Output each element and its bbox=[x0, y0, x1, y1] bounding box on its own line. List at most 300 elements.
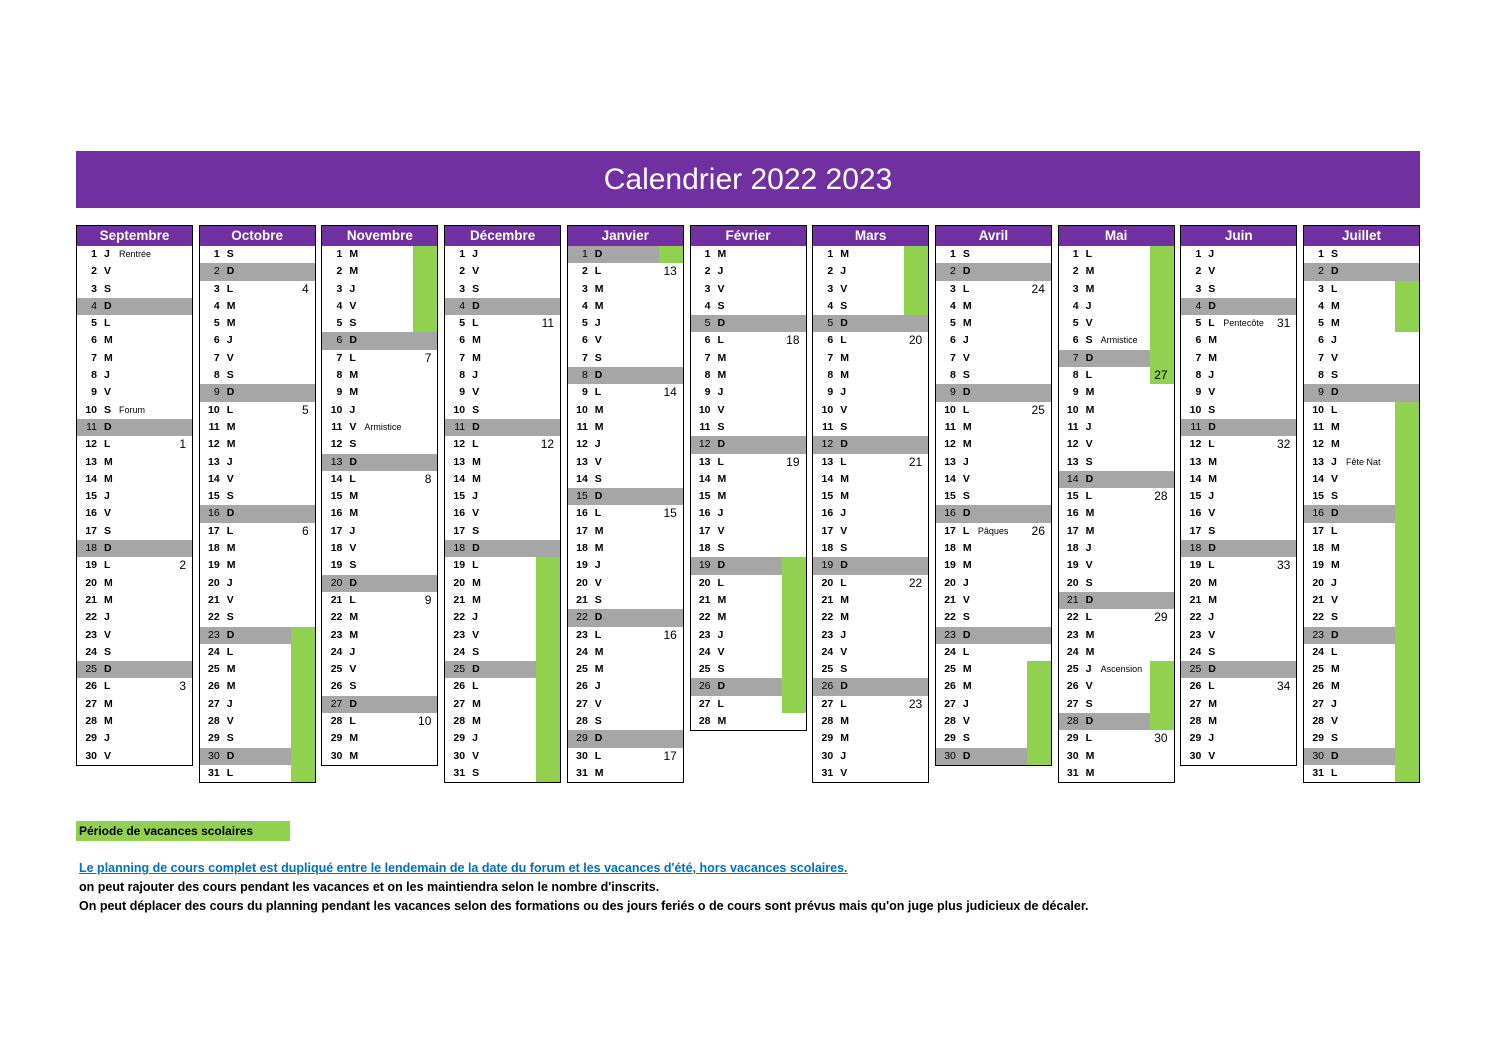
month-column-juillet bbox=[1303, 225, 1420, 783]
day-number: 28 bbox=[330, 715, 343, 728]
holiday-marker bbox=[291, 696, 315, 713]
day-number: 19 bbox=[1312, 559, 1324, 572]
day-row bbox=[445, 488, 560, 505]
day-row bbox=[322, 540, 437, 557]
day-number: 3 bbox=[950, 282, 956, 295]
holiday-marker bbox=[291, 765, 315, 782]
day-row bbox=[1181, 384, 1296, 401]
day-number: 23 bbox=[576, 628, 588, 641]
day-number: 17 bbox=[330, 524, 343, 537]
day-number: 11 bbox=[208, 420, 220, 433]
day-row bbox=[77, 488, 192, 505]
day-number: 15 bbox=[208, 490, 220, 503]
holiday-marker bbox=[1027, 748, 1051, 765]
day-letter: S bbox=[349, 680, 357, 693]
holiday-marker bbox=[904, 246, 928, 263]
day-row bbox=[200, 263, 315, 280]
day-letter: M bbox=[962, 299, 972, 312]
day-letter: S bbox=[472, 645, 480, 658]
week-number: 2 bbox=[179, 558, 186, 573]
day-row bbox=[568, 505, 683, 522]
holiday-marker bbox=[1395, 627, 1419, 644]
day-number: 22 bbox=[1066, 611, 1079, 624]
day-row bbox=[1059, 246, 1174, 263]
day-row bbox=[1059, 661, 1174, 678]
day-letter: D bbox=[349, 697, 357, 710]
holiday-marker bbox=[782, 609, 806, 626]
day-letter: M bbox=[1085, 403, 1095, 416]
day-number: 27 bbox=[576, 697, 588, 710]
day-number: 10 bbox=[698, 403, 711, 416]
day-row bbox=[691, 246, 806, 263]
day-number: 6 bbox=[459, 334, 466, 347]
day-number: 27 bbox=[208, 697, 220, 710]
day-row bbox=[200, 678, 315, 695]
holiday-marker bbox=[536, 696, 560, 713]
day-letter: D bbox=[226, 386, 235, 399]
day-row bbox=[322, 454, 437, 471]
day-number: 5 bbox=[213, 317, 220, 330]
holiday-marker bbox=[291, 713, 315, 730]
holiday-marker bbox=[1150, 332, 1174, 349]
day-row bbox=[322, 298, 437, 315]
day-letter: V bbox=[1331, 593, 1339, 606]
day-number: 1 bbox=[1318, 248, 1324, 260]
day-number: 18 bbox=[330, 542, 343, 555]
day-letter: D bbox=[1208, 542, 1216, 555]
holiday-marker bbox=[782, 661, 806, 678]
day-number: 26 bbox=[944, 680, 956, 693]
holiday-marker bbox=[1150, 678, 1174, 695]
day-letter: J bbox=[1085, 663, 1092, 676]
day-row bbox=[445, 367, 560, 384]
day-row bbox=[1059, 402, 1174, 419]
day-letter: M bbox=[1331, 317, 1340, 330]
day-row bbox=[322, 575, 437, 592]
day-number: 18 bbox=[453, 542, 466, 555]
day-number: 5 bbox=[950, 317, 956, 330]
day-number: 9 bbox=[1195, 386, 1202, 399]
day-letter: V bbox=[962, 351, 970, 364]
day-number: 6 bbox=[704, 334, 711, 347]
day-number: 12 bbox=[85, 438, 97, 451]
day-number: 21 bbox=[453, 593, 466, 606]
day-row bbox=[1059, 350, 1174, 367]
day-row bbox=[445, 402, 560, 419]
week-number: 4 bbox=[302, 281, 309, 296]
day-number: 4 bbox=[1072, 299, 1079, 312]
day-number: 6 bbox=[1195, 334, 1202, 347]
day-row bbox=[568, 557, 683, 574]
day-letter: J bbox=[226, 576, 233, 589]
day-number: 22 bbox=[944, 611, 956, 624]
day-row bbox=[322, 748, 437, 765]
day-row bbox=[691, 298, 806, 315]
day-row bbox=[691, 332, 806, 349]
day-row bbox=[813, 730, 928, 747]
day-row bbox=[1181, 713, 1296, 730]
day-row bbox=[322, 419, 437, 436]
day-number: 13 bbox=[1189, 455, 1202, 468]
day-letter: D bbox=[962, 265, 971, 278]
day-row bbox=[691, 540, 806, 557]
day-row bbox=[568, 540, 683, 557]
day-row bbox=[568, 661, 683, 678]
day-number: 13 bbox=[1312, 455, 1324, 468]
day-row bbox=[1181, 627, 1296, 644]
day-letter: M bbox=[594, 766, 604, 779]
month-header: Octobre bbox=[200, 226, 315, 246]
day-letter: S bbox=[840, 663, 848, 676]
day-letter: V bbox=[1085, 559, 1093, 572]
day-row bbox=[936, 505, 1051, 522]
day-letter: V bbox=[962, 593, 970, 606]
day-row bbox=[77, 748, 192, 765]
day-number: 11 bbox=[454, 420, 466, 433]
day-number: 22 bbox=[330, 611, 343, 624]
day-row bbox=[1181, 367, 1296, 384]
day-row bbox=[445, 298, 560, 315]
day-row bbox=[1304, 436, 1419, 453]
day-number: 22 bbox=[698, 611, 711, 624]
day-row bbox=[568, 592, 683, 609]
holiday-marker bbox=[782, 575, 806, 592]
day-number: 8 bbox=[459, 369, 466, 382]
day-letter: L bbox=[226, 524, 234, 537]
day-letter: V bbox=[840, 524, 848, 537]
day-number: 15 bbox=[698, 490, 711, 503]
day-row bbox=[200, 488, 315, 505]
day-letter: D bbox=[1085, 715, 1094, 728]
day-letter: M bbox=[1208, 697, 1218, 710]
day-number: 28 bbox=[944, 715, 956, 728]
day-event-label: Rentrée bbox=[119, 249, 152, 259]
day-number: 20 bbox=[576, 576, 588, 589]
day-number: 11 bbox=[576, 420, 588, 433]
day-letter: M bbox=[962, 420, 972, 433]
day-number: 18 bbox=[1189, 542, 1202, 555]
day-letter: J bbox=[594, 559, 601, 572]
day-row bbox=[77, 644, 192, 661]
holiday-marker bbox=[1027, 696, 1051, 713]
day-letter: S bbox=[226, 732, 234, 745]
month-column-septembre bbox=[76, 225, 193, 766]
day-row bbox=[568, 454, 683, 471]
day-number: 19 bbox=[1066, 559, 1079, 572]
day-number: 2 bbox=[950, 265, 956, 278]
day-number: 8 bbox=[950, 369, 956, 382]
day-number: 26 bbox=[576, 680, 588, 693]
day-number: 27 bbox=[821, 697, 834, 710]
holiday-marker bbox=[536, 627, 560, 644]
day-letter: L bbox=[226, 282, 234, 295]
day-number: 9 bbox=[950, 386, 956, 399]
day-number: 6 bbox=[91, 334, 97, 347]
day-letter: M bbox=[594, 299, 604, 312]
day-letter: S bbox=[962, 248, 970, 260]
week-number: 30 bbox=[1154, 731, 1168, 746]
day-number: 21 bbox=[330, 593, 343, 606]
day-row bbox=[936, 730, 1051, 747]
day-letter: J bbox=[104, 732, 110, 745]
day-letter: M bbox=[226, 542, 236, 555]
day-letter: S bbox=[594, 593, 602, 606]
day-letter: D bbox=[717, 559, 726, 572]
day-row bbox=[936, 384, 1051, 401]
day-letter: M bbox=[1208, 593, 1218, 606]
holiday-marker bbox=[1395, 575, 1419, 592]
holiday-marker bbox=[291, 644, 315, 661]
day-letter: V bbox=[226, 472, 234, 485]
day-row bbox=[200, 575, 315, 592]
day-number: 26 bbox=[698, 680, 711, 693]
day-letter: L bbox=[349, 351, 356, 364]
day-row bbox=[813, 367, 928, 384]
day-letter: D bbox=[962, 507, 971, 520]
week-number: 15 bbox=[663, 506, 677, 521]
day-letter: L bbox=[962, 282, 970, 295]
day-number: 19 bbox=[821, 559, 834, 572]
day-row bbox=[1304, 696, 1419, 713]
week-number: 3 bbox=[179, 679, 186, 694]
day-letter: M bbox=[226, 438, 236, 451]
day-row bbox=[568, 627, 683, 644]
day-number: 21 bbox=[208, 593, 220, 606]
holiday-marker bbox=[536, 575, 560, 592]
day-letter: M bbox=[594, 663, 604, 676]
day-row bbox=[445, 471, 560, 488]
day-letter: S bbox=[962, 732, 970, 745]
day-row bbox=[1181, 281, 1296, 298]
day-row bbox=[1059, 281, 1174, 298]
day-number: 11 bbox=[1190, 420, 1202, 433]
day-letter: L bbox=[594, 265, 602, 278]
day-row bbox=[1181, 661, 1296, 678]
day-number: 21 bbox=[1189, 593, 1202, 606]
day-row bbox=[813, 332, 928, 349]
day-letter: J bbox=[962, 697, 969, 710]
day-number: 8 bbox=[1318, 369, 1324, 382]
day-number: 28 bbox=[1312, 715, 1324, 728]
day-number: 1 bbox=[704, 248, 711, 260]
day-row bbox=[691, 402, 806, 419]
day-number: 10 bbox=[453, 403, 466, 416]
day-letter: L bbox=[1331, 282, 1338, 295]
day-row bbox=[77, 367, 192, 384]
day-number: 14 bbox=[85, 472, 97, 485]
day-letter: M bbox=[717, 611, 727, 624]
day-row bbox=[77, 627, 192, 644]
day-number: 14 bbox=[453, 472, 466, 485]
day-number: 1 bbox=[1195, 248, 1202, 260]
day-letter: S bbox=[840, 420, 848, 433]
day-letter: J bbox=[962, 455, 969, 468]
day-letter: S bbox=[104, 282, 112, 295]
day-letter: L bbox=[594, 628, 602, 641]
day-row bbox=[1304, 350, 1419, 367]
day-number: 24 bbox=[698, 645, 711, 658]
day-letter: D bbox=[594, 611, 603, 624]
day-letter: V bbox=[104, 386, 112, 399]
holiday-marker bbox=[1395, 454, 1419, 471]
day-number: 2 bbox=[1195, 265, 1202, 278]
day-letter: M bbox=[1085, 628, 1095, 641]
day-number: 8 bbox=[91, 369, 97, 382]
day-row bbox=[1304, 454, 1419, 471]
day-row bbox=[200, 419, 315, 436]
day-row bbox=[568, 419, 683, 436]
month-header: Mars bbox=[813, 226, 928, 246]
day-letter: V bbox=[1085, 317, 1093, 330]
week-number: 20 bbox=[908, 333, 923, 348]
day-row bbox=[691, 315, 806, 332]
day-number: 31 bbox=[576, 766, 588, 779]
day-letter: L bbox=[1208, 317, 1215, 330]
day-letter: S bbox=[226, 248, 234, 260]
day-event-label: Fête Nat bbox=[1346, 456, 1381, 467]
day-letter: J bbox=[1208, 369, 1215, 382]
day-row bbox=[200, 696, 315, 713]
day-number: 24 bbox=[1066, 645, 1079, 658]
day-number: 15 bbox=[453, 490, 466, 503]
day-letter: J bbox=[962, 334, 969, 347]
day-row bbox=[200, 748, 315, 765]
day-number: 8 bbox=[704, 369, 711, 382]
day-number: 20 bbox=[1066, 576, 1079, 589]
day-letter: V bbox=[349, 420, 357, 433]
day-letter: J bbox=[717, 628, 724, 641]
day-letter: M bbox=[472, 334, 481, 347]
day-row bbox=[77, 609, 192, 626]
day-row bbox=[568, 315, 683, 332]
day-letter: S bbox=[717, 420, 725, 433]
holiday-marker bbox=[1150, 315, 1174, 332]
day-number: 24 bbox=[330, 645, 343, 658]
holiday-marker bbox=[782, 696, 806, 713]
day-letter: M bbox=[104, 351, 113, 364]
day-number: 13 bbox=[208, 455, 220, 468]
week-number: 18 bbox=[786, 333, 800, 348]
day-number: 16 bbox=[821, 507, 834, 520]
day-row bbox=[936, 315, 1051, 332]
day-row bbox=[77, 471, 192, 488]
day-row bbox=[813, 540, 928, 557]
day-number: 9 bbox=[336, 386, 343, 399]
day-letter: L bbox=[594, 507, 602, 520]
day-number: 11 bbox=[699, 420, 711, 433]
day-letter: V bbox=[840, 403, 848, 416]
week-number: 26 bbox=[1031, 523, 1045, 538]
day-row bbox=[691, 350, 806, 367]
day-number: 7 bbox=[459, 351, 466, 364]
day-row bbox=[568, 332, 683, 349]
day-letter: M bbox=[472, 472, 481, 485]
day-row bbox=[691, 488, 806, 505]
day-number: 16 bbox=[208, 507, 220, 520]
note-holiday-courses: on peut rajouter des cours pendant les vacances et on les maintiendra selon le nombre d'inscrits. bbox=[79, 880, 660, 894]
day-letter: J bbox=[840, 386, 847, 399]
holiday-marker bbox=[782, 644, 806, 661]
day-number: 2 bbox=[704, 265, 711, 278]
day-row bbox=[813, 644, 928, 661]
day-number: 25 bbox=[330, 663, 343, 676]
note-planning-link[interactable]: Le planning de cours complet est dupliqué entre le lendemain de la date du forum et les vacances d'été, hors vacances scolaires. bbox=[79, 861, 848, 875]
day-letter: M bbox=[104, 334, 113, 347]
day-number: 16 bbox=[453, 507, 466, 520]
day-row bbox=[1059, 557, 1174, 574]
day-row bbox=[77, 281, 192, 298]
day-number: 13 bbox=[944, 455, 956, 468]
day-number: 30 bbox=[1066, 749, 1079, 762]
day-row bbox=[322, 367, 437, 384]
day-letter: L bbox=[962, 645, 970, 658]
day-letter: M bbox=[472, 351, 481, 364]
day-row bbox=[1181, 575, 1296, 592]
day-row bbox=[1304, 661, 1419, 678]
day-letter: L bbox=[962, 524, 970, 537]
day-letter: S bbox=[349, 317, 357, 330]
day-number: 25 bbox=[453, 663, 466, 676]
day-letter: V bbox=[472, 749, 480, 762]
day-number: 29 bbox=[1066, 732, 1079, 745]
day-number: 24 bbox=[1312, 645, 1324, 658]
day-row bbox=[691, 263, 806, 280]
day-number: 16 bbox=[698, 507, 711, 520]
day-letter: L bbox=[840, 455, 847, 468]
day-letter: J bbox=[349, 524, 356, 537]
day-letter: V bbox=[472, 507, 480, 520]
day-letter: M bbox=[717, 472, 727, 485]
day-letter: L bbox=[472, 680, 479, 693]
day-row bbox=[200, 505, 315, 522]
day-letter: J bbox=[226, 697, 233, 710]
day-number: 22 bbox=[453, 611, 466, 624]
holiday-marker bbox=[1395, 471, 1419, 488]
day-letter: L bbox=[840, 697, 847, 710]
day-number: 14 bbox=[330, 472, 343, 485]
day-number: 7 bbox=[1318, 351, 1324, 364]
day-number: 27 bbox=[85, 697, 97, 710]
day-number: 17 bbox=[208, 524, 220, 537]
holiday-marker bbox=[1027, 730, 1051, 747]
day-number: 14 bbox=[821, 472, 834, 485]
day-row bbox=[322, 384, 437, 401]
day-letter: L bbox=[226, 766, 234, 779]
day-number: 19 bbox=[208, 559, 220, 572]
day-letter: D bbox=[226, 749, 235, 762]
day-letter: M bbox=[1331, 299, 1340, 312]
day-number: 31 bbox=[821, 766, 834, 779]
day-number: 6 bbox=[827, 334, 834, 347]
day-letter: D bbox=[349, 455, 357, 468]
day-number: 11 bbox=[1067, 420, 1079, 433]
holiday-marker bbox=[291, 748, 315, 765]
week-number: 9 bbox=[424, 592, 432, 607]
day-number: 16 bbox=[576, 507, 588, 520]
day-number: 15 bbox=[1066, 490, 1079, 503]
day-letter: M bbox=[349, 611, 359, 624]
day-number: 2 bbox=[213, 265, 220, 278]
day-number: 5 bbox=[704, 317, 711, 330]
day-letter: J bbox=[1208, 490, 1215, 503]
day-letter: D bbox=[717, 680, 726, 693]
day-number: 3 bbox=[827, 282, 834, 295]
day-row bbox=[445, 540, 560, 557]
day-letter: M bbox=[594, 282, 604, 295]
holiday-marker bbox=[1395, 609, 1419, 626]
day-row bbox=[1304, 540, 1419, 557]
day-number: 17 bbox=[85, 524, 97, 537]
